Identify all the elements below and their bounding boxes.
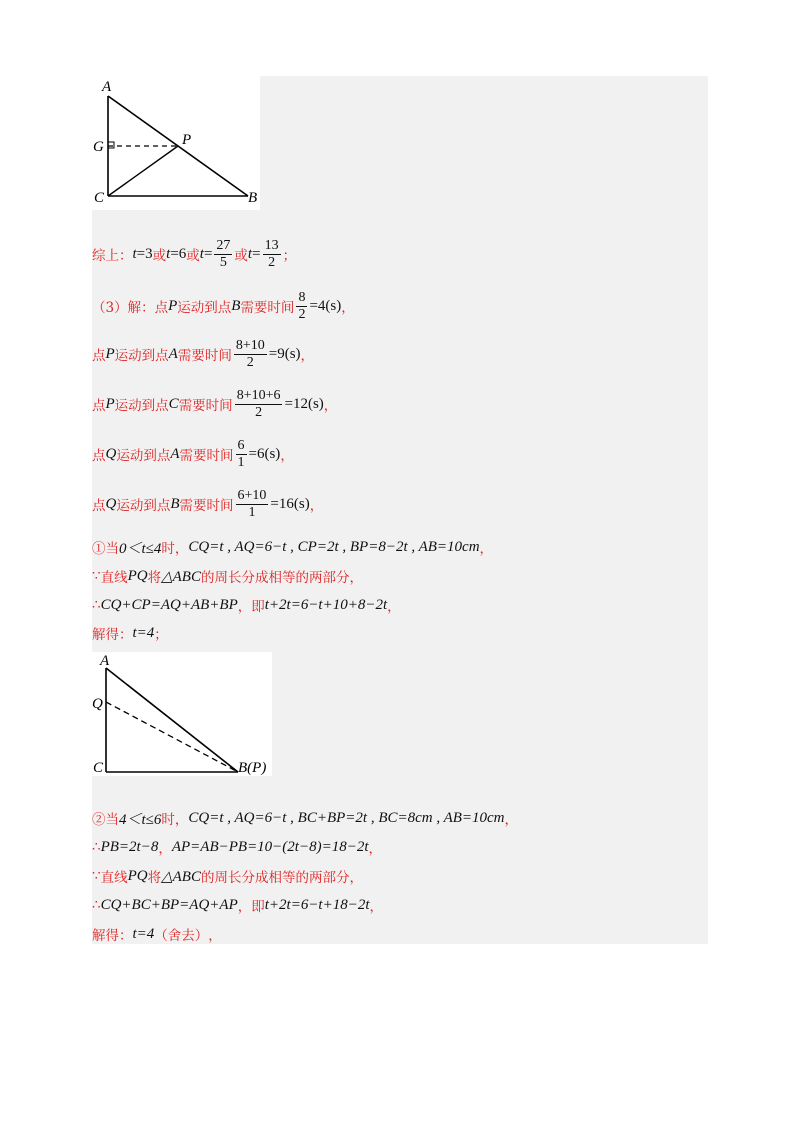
fraction-16-1: $\frac{6+10}{1}$ [237,487,267,520]
var-t: t [199,245,204,262]
label-c: C [93,760,104,776]
fraction-24-2: $\frac{8+10+6}{2}$ [236,387,281,420]
case2-line: ②当 4＜t≤6 时， CQ=t , AQ=6−t , BC+BP=2t , BC=8cm , AB=10cm ， [92,809,519,828]
label-a: A [102,79,112,95]
or-text: 或 [152,248,167,264]
equals: = [203,245,213,262]
therefore1-line: ∴ CQ+CP=AQ+AB+BP ，即 t+2t=6−t+10+8−2t ， [92,596,401,615]
case1-line: ①当 0＜t≤4 时， CQ=t , AQ=6−t , CP=2t , BP=8−2t , AB=10cm ， [92,538,494,557]
or-text: 或 [186,248,200,264]
var-t: t [247,245,253,262]
label-b: B [248,190,258,206]
equals: = [252,245,261,262]
label-p: P [182,132,192,148]
label-a: A [100,653,110,669]
label-c: C [94,190,105,206]
because2-line: ∵ 直线 PQ 将 △ABC 的周长分成相等的两部分， [92,867,363,886]
semicolon: ； [282,248,297,264]
part3-line-p-to-b: （3）解：点 P 运动到点 B 需要时间 $\frac{8}{2}$ =4(s) ， [92,289,355,322]
right-angle-mark [108,142,114,148]
fraction-18-2: $\frac{8+10}{2}$ [235,337,265,370]
fraction-13-2: $\frac{13}{2}$ [264,237,279,270]
solve2-line: 解得： t=4 （舍去） ， [92,925,222,944]
solve1-line: 解得： t=4 ； [92,624,168,643]
value-6: =6 [170,245,187,262]
figure1-svg [92,76,260,210]
because1-line: ∵ 直线 PQ 将 △ABC 的周长分成相等的两部分， [92,567,363,586]
fraction-27-5: $\frac{27}{5}$ [216,237,231,270]
or-text: 或 [234,248,248,264]
figure-triangle-abc-point-p [92,76,260,210]
figure-triangle-abc-point-q [92,652,272,776]
segment-ab [106,668,238,772]
figure2-svg [92,652,272,776]
line-p-to-a: 点 P 运动到点 A 需要时间 $\frac{8+10}{2}$ =9(s) ， [92,337,315,370]
label-bp: B(P) [238,760,267,776]
var-t: t [166,245,171,262]
line-p-to-c: 点 P 运动到点 C 需要时间 $\frac{8+10+6}{2}$ =12(s) ， [92,387,338,420]
line-q-to-a: 点 Q 运动到点 A 需要时间 $\frac{6}{1}$ =6(s) ， [92,437,294,470]
line-q-to-b: 点 Q 运动到点 B 需要时间 $\frac{6+10}{1}$ =16(s) ， [92,487,324,520]
value-3: =3 [136,245,153,262]
label-g: G [93,139,104,155]
summary-line [92,234,296,274]
fraction-8-2: $\frac{8}{2}$ [298,289,306,322]
label-q: Q [92,696,103,712]
segment-qp-dashed [106,702,238,772]
therefore2b-line: ∴ CQ+BC+BP=AQ+AP ，即 t+2t=6−t+18−2t ， [92,896,384,915]
therefore2a-line: ∴ PB=2t−8 ， AP=AB−PB=10−(2t−8)=18−2t ， [92,838,382,857]
segment-cp [108,146,178,196]
var-t: t [132,245,137,262]
fraction-6-1: $\frac{6}{1}$ [237,437,245,470]
summary-prefix: 综上： [92,248,133,264]
